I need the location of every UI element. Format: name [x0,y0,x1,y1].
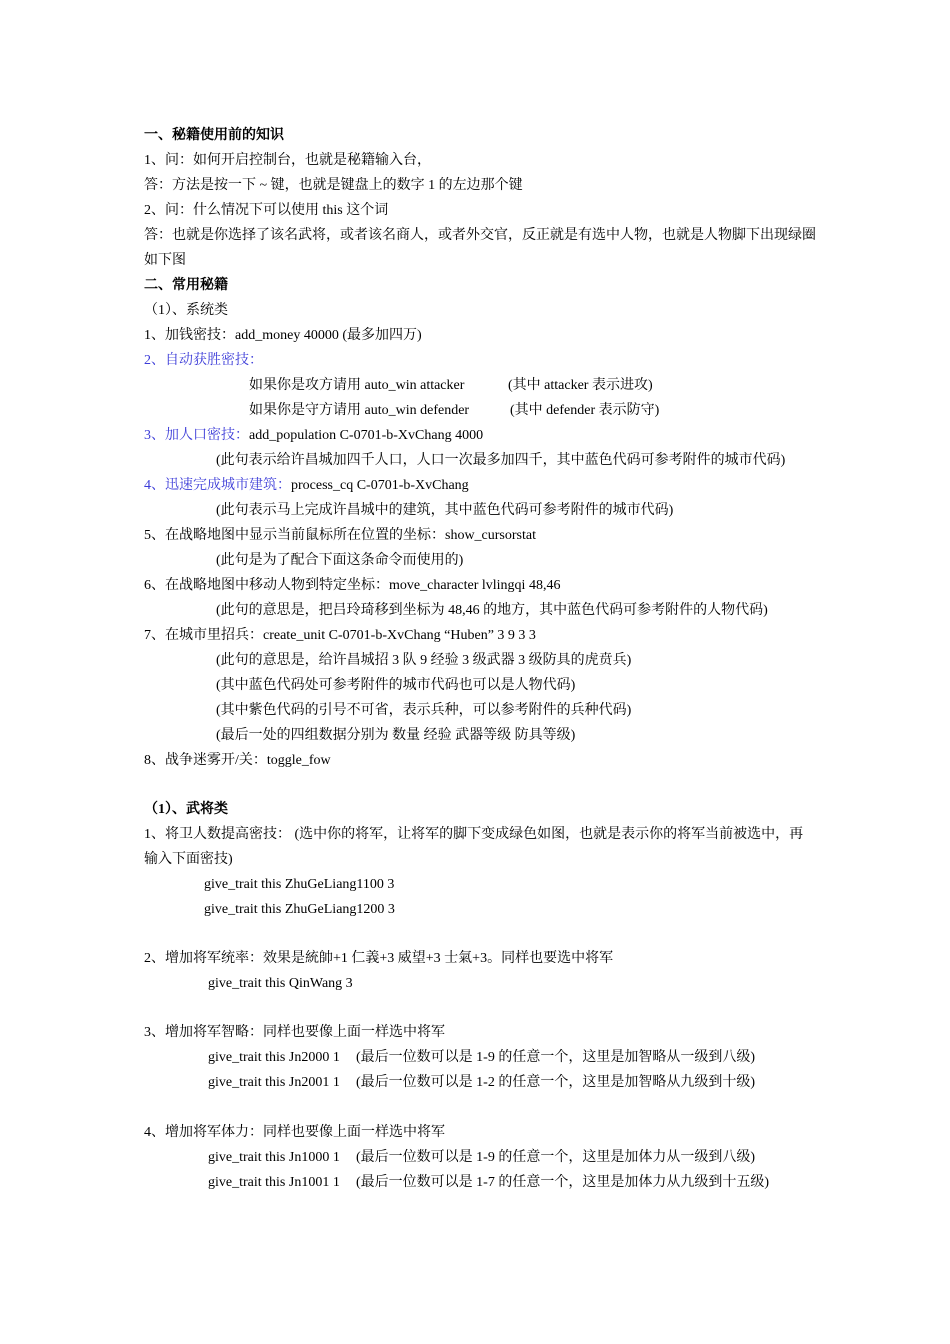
cheat-stamina-note-2: (最后一位数可以是 1-7 的任意一个，这里是加体力从九级到十五级) [356,1175,769,1190]
question-1: 1、问：如何开启控制台，也就是秘籍输入台， [144,153,431,168]
cheat-create-unit-note-3: (其中紫色代码的引号不可省，表示兵种，可以参考附件的兵种代码) [216,703,632,718]
answer-1: 答：方法是按一下 ~ 键，也就是键盘上的数字 1 的左边那个键 [144,178,523,193]
cheat-create-unit-note-2: (其中蓝色代码处可参考附件的城市代码也可以是人物代码) [216,678,576,693]
cheat-stamina: 4、增加将军体力：同样也要像上面一样选中将军 [144,1125,445,1140]
cheat-stamina-code-2: give_trait this Jn1001 1 [208,1175,340,1190]
cheat-auto-win-defender: 如果你是守方请用 auto_win defender [249,403,470,418]
cheat-add-money: 1、加钱密技：add_money 40000 (最多加四万) [144,328,422,343]
cheat-move-character-note: (此句的意思是，把吕玲琦移到坐标为 48,46 的地方，其中蓝色代码可参考附件的人物代码) [216,603,768,618]
cheat-add-population [144,426,483,446]
cheat-bodyguard-code-1: give_trait this ZhuGeLiang1100 3 [204,877,395,892]
cheat-add-population-note: (此句表示给许昌城加四千人口，人口一次最多加四千，其中蓝色代码可参考附件的城市代码) [216,453,786,468]
cheat-process-cq-note: (此句表示马上完成许昌城中的建筑，其中蓝色代码可参考附件的城市代码) [216,503,674,518]
cheat-intellect-note-1: (最后一位数可以是 1-9 的任意一个，这里是加智略从一级到八级) [356,1050,755,1065]
answer-2: 答：也就是你选择了该名武将，或者该名商人，或者外交官，反正就是有选中人物，也就是人物脚下出现绿圈 [144,228,816,243]
cheat-auto-win-defender-note: (其中 defender 表示防守) [510,403,660,418]
cheat-bodyguard: 1、将卫人数提高密技： (选中你的将军，让将军的脚下变成绿色如图，也就是表示你的将军当前被选中，再 [144,827,804,842]
cheat-move-character: 6、在战略地图中移动人物到特定坐标：move_character lvlingqi 48,46 [144,578,561,593]
cheat-auto-win-attacker: 如果你是攻方请用 auto_win attacker [249,378,465,393]
cheat-auto-win-attacker-note: (其中 attacker 表示进攻) [508,378,653,393]
cheat-process-cq [144,476,469,496]
cheat-intellect: 3、增加将军智略：同样也要像上面一样选中将军 [144,1025,445,1040]
cheat-create-unit: 7、在城市里招兵：create_unit C-0701-b-XvChang “Huben” 3 9 3 3 [144,628,536,643]
subsection-system: （1）、系统类 [144,303,228,318]
question-2: 2、问：什么情况下可以使用 this 这个词 [144,203,389,218]
answer-2-cont: 如下图 [144,253,186,268]
cheat-stamina-note-1: (最后一位数可以是 1-9 的任意一个，这里是加体力从一级到八级) [356,1150,755,1165]
cheat-bodyguard-cont: 输入下面密技) [144,852,233,867]
cheat-intellect-note-2: (最后一位数可以是 1-2 的任意一个，这里是加智略从九级到十级) [356,1075,755,1090]
cheat-process-cq-code: process_cq C-0701-b-XvChang [291,478,469,493]
cheat-create-unit-note-4: (最后一处的四组数据分别为 数量 经验 武器等级 防具等级) [216,728,576,743]
cheat-show-cursorstat: 5、在战略地图中显示当前鼠标所在位置的坐标：show_cursorstat [144,528,536,543]
cheat-bodyguard-code-2: give_trait this ZhuGeLiang1200 3 [204,902,395,917]
cheat-create-unit-note-1: (此句的意思是，给许昌城招 3 队 9 经验 3 级武器 3 级防具的虎贲兵) [216,653,632,668]
cheat-process-cq-label: 4、迅速完成城市建筑： [144,478,291,493]
cheat-intellect-code-2: give_trait this Jn2001 1 [208,1075,340,1090]
subsection-generals: （1）、武将类 [144,802,228,817]
cheat-toggle-fow: 8、战争迷雾开/关：toggle_fow [144,753,331,768]
section-heading-knowledge: 一、秘籍使用前的知识 [144,128,284,143]
section-heading-cheats: 二、常用秘籍 [144,278,228,293]
cheat-command: 2、增加将军统率：效果是統帥+1 仁義+3 威望+3 士氣+3。同样也要选中将军 [144,951,614,966]
cheat-show-cursorstat-note: (此句是为了配合下面这条命令而使用的) [216,553,464,568]
cheat-auto-win-heading: 2、自动获胜密技： [144,353,263,368]
cheat-command-code: give_trait this QinWang 3 [208,976,353,991]
cheat-add-population-label: 3、加人口密技： [144,428,249,443]
cheat-add-population-code: add_population C-0701-b-XvChang 4000 [249,428,484,443]
cheat-stamina-code-1: give_trait this Jn1000 1 [208,1150,340,1165]
cheat-intellect-code-1: give_trait this Jn2000 1 [208,1050,340,1065]
